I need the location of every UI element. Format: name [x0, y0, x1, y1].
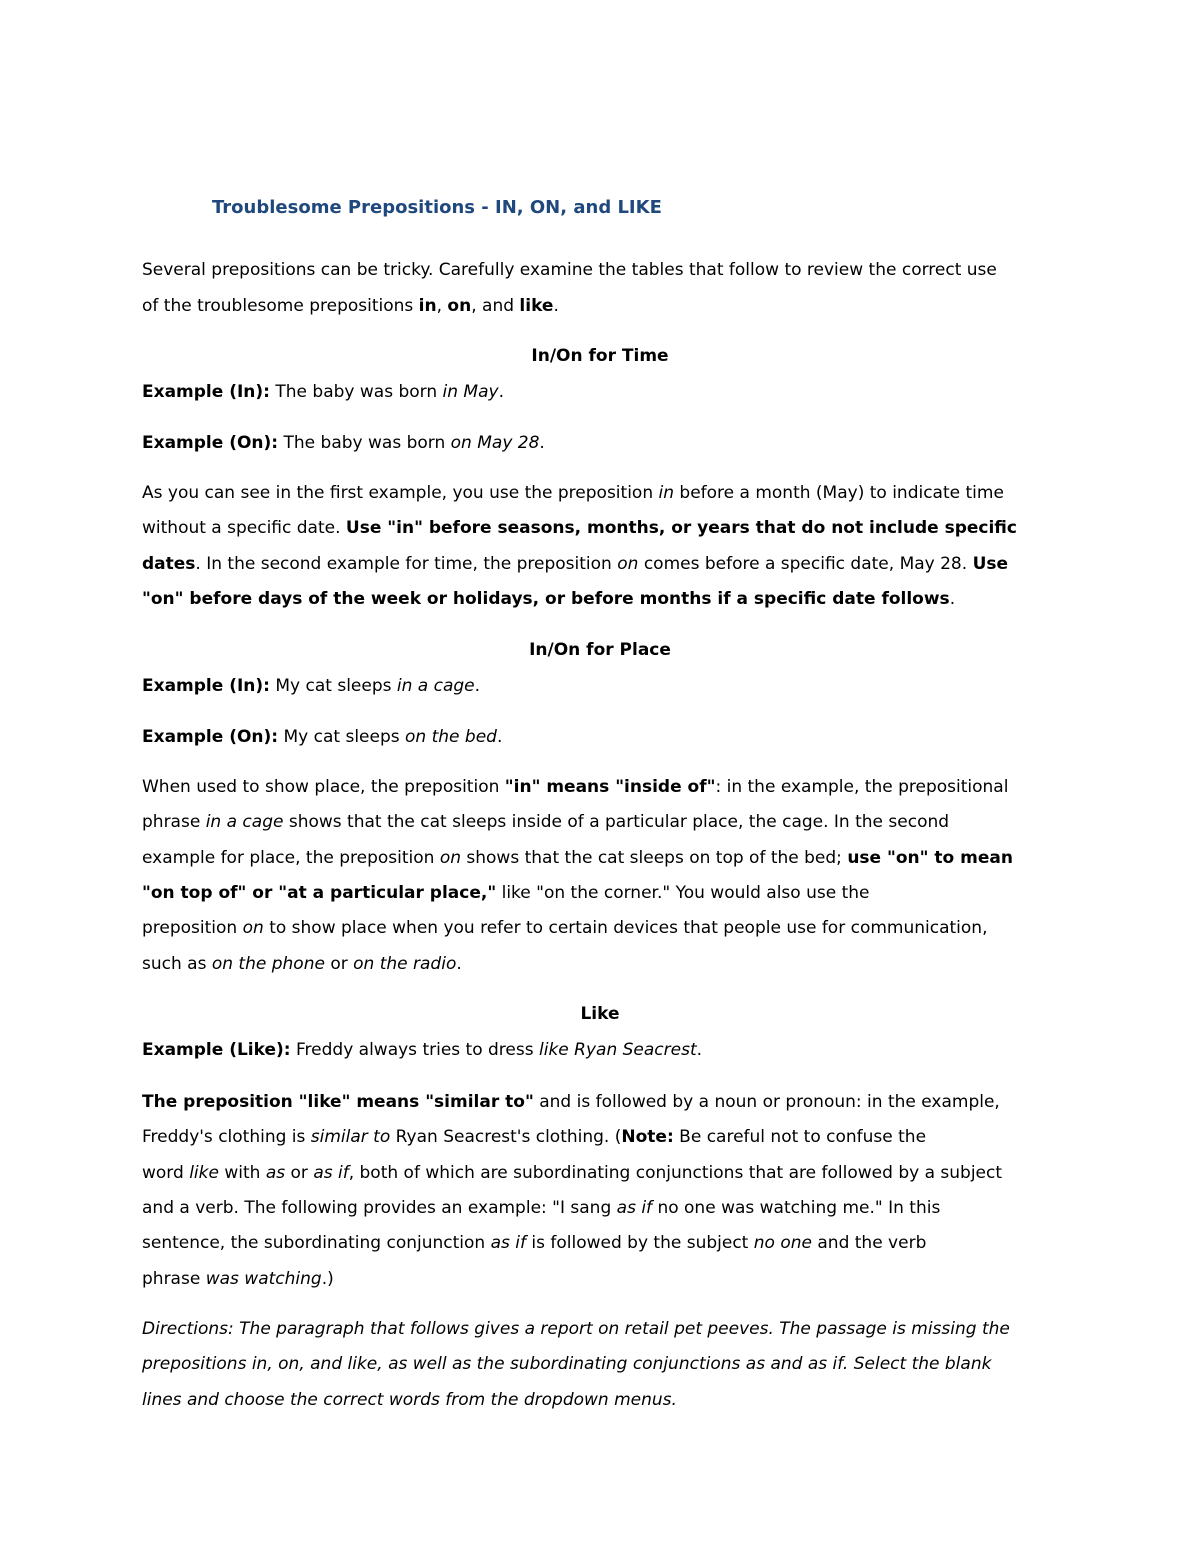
directions-line-3: lines and choose the correct words from the dropdown menus.: [142, 1390, 677, 1410]
text: and the verb: [811, 1233, 927, 1253]
text: such as: [142, 954, 212, 974]
text: phrase: [142, 812, 206, 832]
place-para-line-1: [142, 770, 1008, 806]
place-para-line-2: [142, 805, 949, 841]
text-bold: Note:: [621, 1127, 674, 1147]
text: As you can see in the first example, you use the preposition: [142, 483, 659, 503]
text: : in the example, the prepositional: [715, 777, 1009, 797]
text: .: [456, 954, 462, 974]
text: When used to show place, the preposition: [142, 777, 505, 797]
intro-text: of the troublesome prepositions: [142, 296, 419, 316]
text: no one was watching me." In this: [652, 1198, 941, 1218]
place-para-line-4: [142, 876, 869, 912]
text: like "on the corner." You would also use the: [496, 883, 870, 903]
text-italic: similar to: [310, 1127, 391, 1147]
example-phrase: on May 28: [450, 433, 540, 453]
text-italic: was watching: [205, 1269, 322, 1289]
text: comes before a specific date, May 28.: [638, 554, 973, 574]
text-italic: as if: [616, 1198, 653, 1218]
example-label: Example (In):: [142, 676, 270, 696]
section-heading-place: In/On for Place: [529, 640, 671, 660]
example-text: .: [474, 676, 481, 696]
text-italic: in a cage: [205, 812, 284, 832]
page-title: Troublesome Prepositions - IN, ON, and LIKE: [212, 197, 662, 218]
time-para-line-4: [142, 582, 955, 618]
text: . In the second example for time, the preposition: [195, 554, 618, 574]
text: and is followed by a noun or pronoun: in the example,: [533, 1092, 1000, 1112]
like-para-line-2: [142, 1120, 926, 1156]
example-time-in: [142, 375, 504, 411]
example-label: Example (On):: [142, 727, 279, 747]
place-para-line-6: [142, 947, 462, 983]
text-bold: The preposition "like" means "similar to": [142, 1092, 534, 1112]
intro-text: Several prepositions can be tricky. Carefully examine the tables that follow to review the correct use: [142, 260, 997, 280]
text: Ryan Seacrest's clothing. (: [390, 1127, 622, 1147]
text: before a month (May) to indicate time: [674, 483, 1004, 503]
example-phrase: in a cage: [396, 676, 475, 696]
directions-line-2: prepositions in, on, and like, as well as the subordinating conjunctions as and as if. Select the blank: [142, 1354, 992, 1374]
text: or: [285, 1163, 314, 1183]
keyword-on: on: [447, 296, 472, 316]
example-place-in: [142, 669, 480, 705]
like-para-line-6: [142, 1262, 334, 1298]
text: sentence, the subordinating conjunction: [142, 1233, 491, 1253]
example-label: Example (On):: [142, 433, 279, 453]
text: .: [949, 589, 956, 609]
text: example for place, the preposition: [142, 848, 440, 868]
section-heading-time: In/On for Time: [531, 346, 669, 366]
text: and a verb. The following provides an example: "I sang: [142, 1198, 617, 1218]
example-text: .: [498, 382, 504, 402]
text-italic: on: [242, 918, 264, 938]
text: or: [324, 954, 354, 974]
keyword-in: in: [418, 296, 437, 316]
like-para-line-3: [142, 1156, 1002, 1192]
example-like: [142, 1033, 702, 1069]
time-para-line-3: [142, 547, 1008, 583]
example-text: The baby was born: [278, 433, 451, 453]
time-para-line-2: [142, 511, 1017, 547]
intro-line-2: [142, 289, 559, 325]
like-para-line-4: [142, 1191, 940, 1227]
example-text: My cat sleeps: [278, 727, 406, 747]
directions-line-1: Directions: The paragraph that follows gives a report on retail pet peeves. The passage is missing the: [142, 1319, 1010, 1339]
example-time-on: [142, 426, 545, 462]
text: , both of which are subordinating conjunctions that are followed by a subject: [348, 1163, 1003, 1183]
text: .): [321, 1269, 334, 1289]
example-label: Example (Like):: [142, 1040, 291, 1060]
intro-text: , and: [471, 296, 520, 316]
place-para-line-5: [142, 911, 987, 947]
text-italic: as if: [313, 1163, 349, 1183]
text: preposition: [142, 918, 243, 938]
text: shows that the cat sleeps inside of a particular place, the cage. In the second: [283, 812, 950, 832]
text: Be careful not to confuse the: [673, 1127, 927, 1147]
text: shows that the cat sleeps on top of the bed;: [461, 848, 848, 868]
text-bold: "on top of" or "at a particular place,": [142, 883, 497, 903]
text-italic: as if: [490, 1233, 526, 1253]
place-para-line-3: [142, 841, 1013, 877]
text-bold: Use: [972, 554, 1009, 574]
intro-line-1: [142, 253, 997, 289]
text: Freddy's clothing is: [142, 1127, 311, 1147]
intro-text: ,: [436, 296, 448, 316]
example-text: .: [496, 727, 503, 747]
text-italic: on the phone: [211, 954, 325, 974]
text-italic: on the radio: [353, 954, 457, 974]
text: phrase: [142, 1269, 206, 1289]
text-bold: use "on" to mean: [847, 848, 1013, 868]
example-phrase: like Ryan Seacrest: [539, 1040, 697, 1060]
text: to show place when you refer to certain devices that people use for communication,: [263, 918, 988, 938]
text-italic: on: [439, 848, 461, 868]
text: word: [142, 1163, 190, 1183]
text-italic: on: [617, 554, 639, 574]
example-text: .: [539, 433, 545, 453]
text-bold: "on" before days of the week or holidays, or before months if a specific date follows: [142, 589, 950, 609]
example-text: My cat sleeps: [269, 676, 397, 696]
example-place-on: [142, 720, 502, 756]
like-para-line-5: [142, 1226, 926, 1262]
text-italic: like: [189, 1163, 219, 1183]
text-bold: dates: [142, 554, 196, 574]
section-heading-like: Like: [580, 1004, 620, 1024]
intro-text: .: [553, 296, 559, 316]
time-para-line-1: [142, 476, 1004, 512]
example-text: Freddy always tries to dress: [290, 1040, 539, 1060]
text: is followed by the subject: [525, 1233, 754, 1253]
text-bold: "in" means "inside of": [504, 777, 716, 797]
like-para-line-1: [142, 1085, 1000, 1121]
text: without a specific date.: [142, 518, 346, 538]
text: with: [218, 1163, 266, 1183]
example-phrase: in May: [442, 382, 499, 402]
keyword-like: like: [519, 296, 554, 316]
text-italic: no one: [753, 1233, 812, 1253]
example-text: The baby was born: [269, 382, 443, 402]
example-label: Example (In):: [142, 382, 270, 402]
text-bold: Use "in" before seasons, months, or years that do not include specific: [345, 518, 1017, 538]
example-phrase: on the bed: [405, 727, 497, 747]
text-italic: as: [265, 1163, 286, 1183]
text-italic: in: [658, 483, 674, 503]
example-text: .: [696, 1040, 703, 1060]
